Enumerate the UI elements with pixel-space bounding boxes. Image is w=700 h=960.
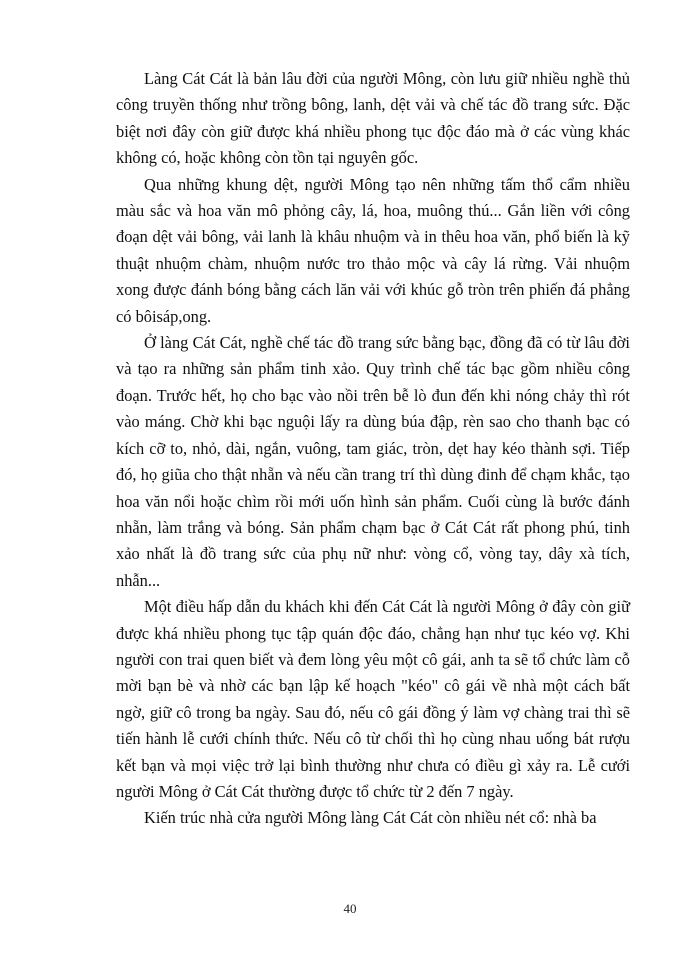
paragraph-architecture: Kiến trúc nhà cửa người Mông làng Cát Cát còn nhiều nét cổ: nhà ba bbox=[144, 808, 597, 828]
paragraph-cat-cat-village-intro: Làng Cát Cát là bản lâu đời của người Mông, còn lưu giữ nhiều nghề thủ công truyền thống như trồng bông, lanh, dệt vải và chế tác đồ trang sức. Đặc biệt nơi đây còn giữ được khá nhiều phong tục độc đáo mà ở các vùng khác không có, hoặc không còn tồn tại nguyên gốc. bbox=[116, 69, 630, 168]
body-text bbox=[116, 66, 630, 832]
page-number: 40 bbox=[343, 901, 357, 916]
paragraph-weaving-dyeing: Qua những khung dệt, người Mông tạo nên những tấm thổ cẩm nhiều màu sắc và hoa văn mô phỏng cây, lá, hoa, muông thú... Gắn liền với công đoạn dệt vải bông, vải lanh là khâu nhuộm và in thêu hoa văn, phổ biến là kỹ thuật nhuộm chàm, nhuộm nước tro thảo mộc và cây lá rừng. Vải nhuộm xong được đánh bóng bằng cách lăn vải với khúc gỗ tròn trên phiến đá phẳng có bôisáp,ong. bbox=[116, 174, 630, 326]
paragraph-silver-crafting: Ở làng Cát Cát, nghề chế tác đồ trang sức bằng bạc, đồng đã có từ lâu đời và tạo ra những sản phẩm tinh xảo. Quy trình chế tác bạc gồm nhiều công đoạn. Trước hết, họ cho bạc vào nồi trên bễ lò đun đến khi nóng chảy thì rót vào máng. Chờ khi bạc nguội lấy ra dùng búa đập, rèn sao cho thanh bạc có kích cỡ to, nhỏ, dài, ngắn, vuông, tam giác, tròn, dẹt hay kéo thành sợi. Tiếp đó, họ giũa cho thật nhẵn và nếu cần trang trí thì dùng đinh để chạm khắc, tạo hoa văn nổi hoặc chìm rồi mới uốn hình sản phẩm. Cuối cùng là bước đánh nhẵn, làm trắng và bóng. Sản phẩm chạm bạc ở Cát Cát rất phong phú, tinh xảo nhất là đồ trang sức của phụ nữ như: vòng cổ, vòng tay, dây xà tích, nhẫn... bbox=[116, 333, 630, 590]
paragraph-marriage-customs: Một điều hấp dẫn du khách khi đến Cát Cát là người Mông ở đây còn giữ được khá nhiều phong tục tập quán độc đáo, chẳng hạn như tục kéo vợ. Khi người con trai quen biết và đem lòng yêu một cô gái, anh ta sẽ tổ chức làm cỗ mời bạn bè và nhờ các bạn lập kế hoạch "kéo" cô gái về nhà một cách bất ngờ, giữ cô trong ba ngày. Sau đó, nếu cô gái đồng ý làm vợ chàng trai thì sẽ tiến hành lễ cưới chính thức. Nếu cô từ chối thì họ cùng nhau uống bát rượu kết bạn và mọi việc trở lại bình thường như chưa có điều gì xảy ra. Lễ cưới người Mông ở Cát Cát thường được tổ chức từ 2 đến 7 ngày. bbox=[116, 597, 630, 801]
